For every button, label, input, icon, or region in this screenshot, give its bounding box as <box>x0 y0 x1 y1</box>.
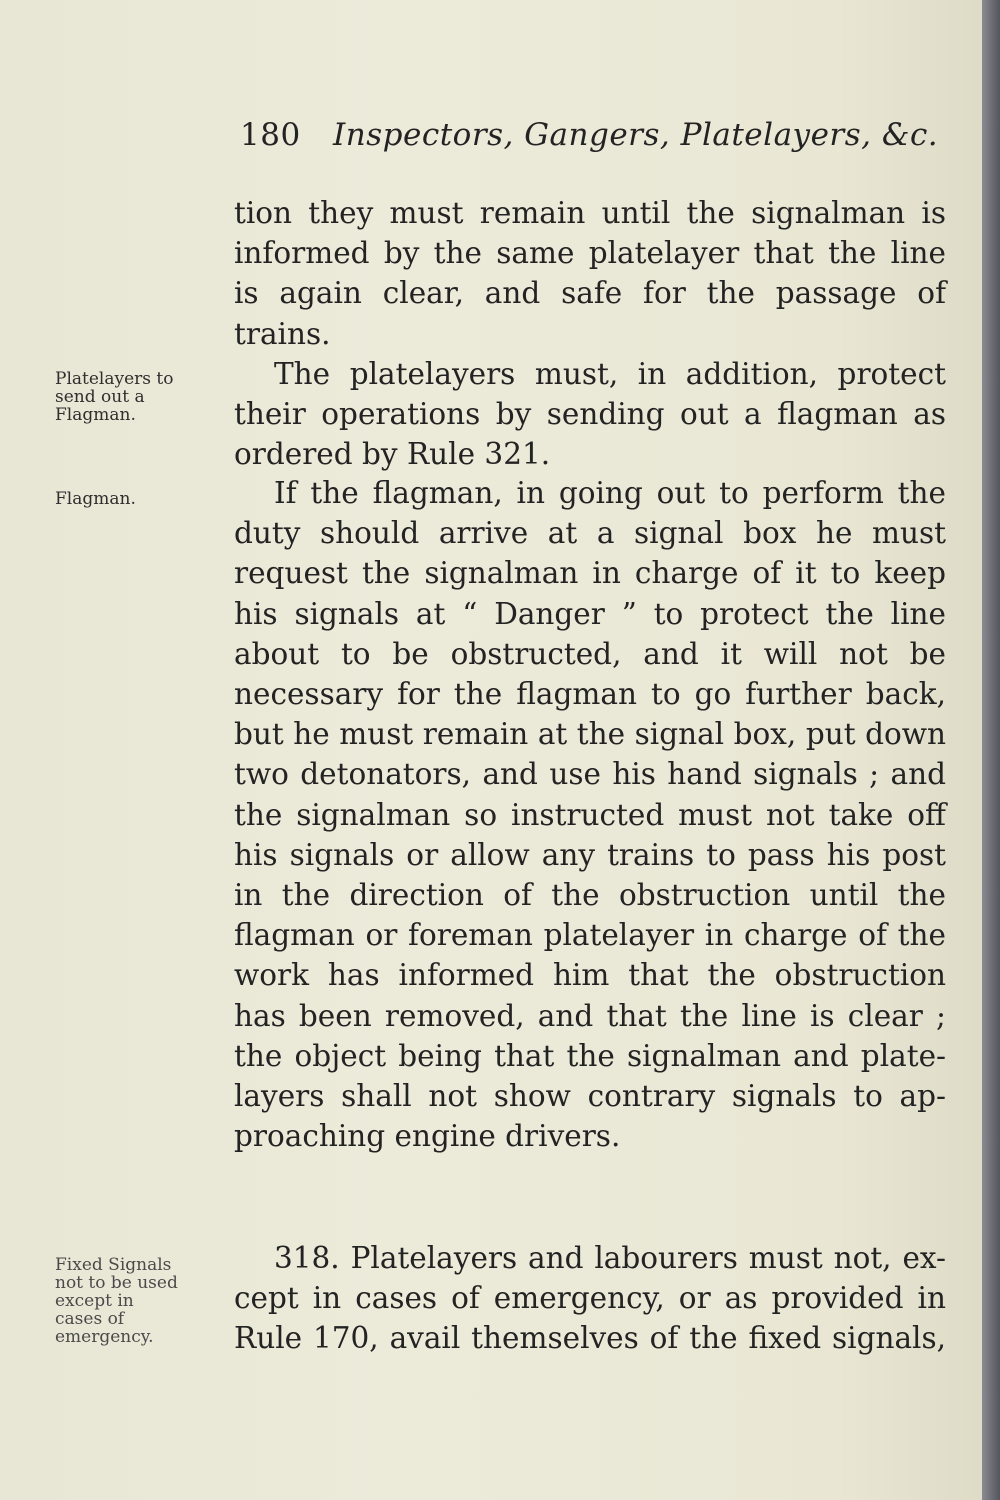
margin-note-line: cases of <box>55 1309 125 1329</box>
text-line: informed by the same platelayer that the line <box>234 236 946 271</box>
text-line: about to be obstructed, and it will not be <box>234 636 946 671</box>
text-line: request the signalman in charge of it to keep <box>234 556 946 591</box>
text-line: trains. <box>234 316 331 351</box>
text-line: ordered by Rule 321. <box>234 437 551 472</box>
text-line: but he must remain at the signal box, put down <box>234 717 946 752</box>
text-line: the object being that the signalman and plate- <box>234 1038 946 1073</box>
text-line: work has informed him that the obstruction <box>234 958 946 993</box>
text-line: duty should arrive at a signal box he must <box>234 516 946 551</box>
text-line: their operations by sending out a flagman as <box>234 397 946 432</box>
text-line: tion they must remain until the signalman is <box>234 196 946 230</box>
text-line: has been removed, and that the line is clear ; <box>234 998 946 1033</box>
text-line: is again clear, and safe for the passage of <box>234 276 946 311</box>
paragraph-rule-318 <box>234 1238 946 1359</box>
margin-note-line: send out a <box>55 387 145 407</box>
margin-note-line: Flagman. <box>55 405 136 425</box>
margin-note-line: Fixed Signals <box>55 1255 172 1275</box>
text-line: his signals or allow any trains to pass his post <box>234 837 946 872</box>
margin-note-line: emergency. <box>55 1327 154 1347</box>
text-line: cept in cases of emergency, or as provided in <box>234 1281 946 1316</box>
margin-note-flagman <box>55 490 220 508</box>
margin-note-fixed-signals <box>55 1256 220 1346</box>
running-header <box>240 117 939 153</box>
paragraph-continuation <box>234 193 946 354</box>
margin-note-line: except in <box>55 1291 134 1311</box>
page-number: 180 <box>240 117 301 153</box>
text-line: two detonators, and use his hand signals ; and <box>234 757 946 792</box>
text-line: the signalman so instructed must not take off <box>234 797 946 832</box>
text-line: necessary for the flagman to go further back, <box>234 677 946 712</box>
margin-note-line: Flagman. <box>55 489 136 509</box>
text-line: 318. Platelayers and labourers must not, ex- <box>274 1241 946 1275</box>
text-line: The platelayers must, in addition, protect <box>274 357 946 391</box>
running-title: Inspectors, Gangers, Platelayers, &c. <box>333 117 939 153</box>
text-line: If the flagman, in going out to perform the <box>274 476 946 510</box>
text-line: layers shall not show contrary signals to ap- <box>234 1079 946 1114</box>
text-line: his signals at “ Danger ” to protect the line <box>234 596 946 631</box>
text-line: Rule 170, avail themselves of the fixed signals, <box>234 1321 946 1356</box>
margin-note-platelayers-flagman <box>55 370 220 424</box>
text-line: in the direction of the obstruction until the <box>234 878 946 913</box>
margin-note-line: not to be used <box>55 1273 178 1293</box>
margin-note-line: Platelayers to <box>55 369 174 389</box>
paragraph-flagman-duty <box>234 473 946 1156</box>
page-edge <box>982 0 1000 1500</box>
text-line: flagman or foreman platelayer in charge of the <box>234 918 946 953</box>
paragraph-protection <box>234 354 946 475</box>
text-line: proaching engine drivers. <box>234 1119 621 1154</box>
